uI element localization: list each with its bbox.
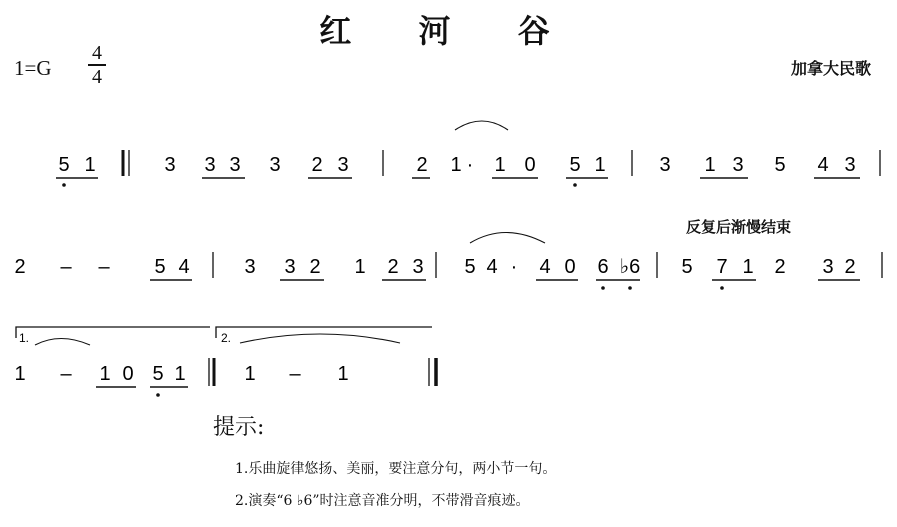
song-origin: 加拿大民歌 — [790, 59, 871, 78]
note-line-3: – — [60, 363, 72, 385]
note-line-3: 1 — [174, 363, 186, 385]
note-line-2: – — [98, 256, 110, 278]
note-line-2: ♭6 — [619, 256, 641, 278]
song-title: 红 河 谷 — [319, 12, 578, 50]
note-line-2: 3 — [284, 256, 296, 278]
note-line-1: 5 — [58, 154, 70, 176]
score-lines — [16, 121, 882, 386]
note-line-1: 3 — [204, 154, 216, 176]
note-line-2: 4 — [539, 256, 551, 278]
note-line-1: 2 — [311, 154, 323, 176]
note-line-2: 4 — [178, 256, 190, 278]
volta-bracket-1 — [16, 327, 210, 338]
slur — [35, 339, 90, 346]
note-line-1: 0 — [524, 154, 536, 176]
note-line-2: 7 — [716, 256, 728, 278]
note-line-2: 4 — [486, 256, 498, 278]
note-line-1: 1 — [594, 154, 606, 176]
note-line-2: 3 — [822, 256, 834, 278]
note-line-1: · — [466, 154, 474, 176]
note-line-1: 1 — [704, 154, 716, 176]
expression-mark: 反复后渐慢结束 — [686, 218, 792, 236]
slur — [240, 334, 400, 343]
note-line-2: 2 — [387, 256, 399, 278]
tip-item-2: 2.演奏“6 ♭6”时注意音准分明，不带滑音痕迹。 — [235, 493, 530, 509]
tips-heading: 提示: — [213, 415, 265, 440]
slur — [455, 121, 508, 130]
note-line-2: · — [510, 256, 518, 278]
note-line-3: – — [289, 363, 301, 385]
note-line-1: 3 — [659, 154, 671, 176]
note-line-2: 2 — [14, 256, 26, 278]
note-line-1: 3 — [269, 154, 281, 176]
note-line-1: 1 — [450, 154, 462, 176]
note-line-2: 1 — [354, 256, 366, 278]
note-line-2: 3 — [412, 256, 424, 278]
note-line-3: 0 — [122, 363, 134, 385]
volta-number-1: 1. — [18, 331, 30, 345]
note-line-1: 5 — [569, 154, 581, 176]
meter-top: 4 — [92, 42, 102, 64]
note-line-3: 1 — [337, 363, 349, 385]
octave-dot — [601, 286, 605, 290]
note-line-1: 4 — [817, 154, 829, 176]
octave-dot — [573, 183, 577, 187]
note-line-2: – — [60, 256, 72, 278]
note-line-2: 2 — [774, 256, 786, 278]
octave-dot — [720, 286, 724, 290]
note-line-2: 2 — [309, 256, 321, 278]
octave-dot — [628, 286, 632, 290]
note-line-1: 3 — [229, 154, 241, 176]
note-line-2: 1 — [742, 256, 754, 278]
note-line-2: 6 — [597, 256, 609, 278]
note-line-3: 1 — [99, 363, 111, 385]
note-line-3: 1 — [14, 363, 26, 385]
note-line-1: 3 — [337, 154, 349, 176]
note-line-2: 5 — [464, 256, 476, 278]
note-line-2: 5 — [681, 256, 693, 278]
note-line-1: 1 — [494, 154, 506, 176]
note-line-1: 2 — [416, 154, 428, 176]
note-line-3: 1 — [244, 363, 256, 385]
note-line-1: 3 — [732, 154, 744, 176]
volta-number-2: 2. — [220, 331, 232, 345]
note-line-1: 5 — [774, 154, 786, 176]
note-line-2: 0 — [564, 256, 576, 278]
slur — [470, 233, 545, 244]
key-signature: 1=G — [14, 56, 52, 80]
volta-bracket-2 — [216, 327, 432, 338]
note-line-1: 3 — [844, 154, 856, 176]
note-line-2: 2 — [844, 256, 856, 278]
note-line-2: 5 — [154, 256, 166, 278]
meter-bottom: 4 — [92, 65, 102, 88]
octave-dot — [156, 393, 160, 397]
note-line-2: 3 — [244, 256, 256, 278]
octave-dot — [62, 183, 66, 187]
note-line-1: 1 — [84, 154, 96, 176]
note-line-1: 3 — [164, 154, 176, 176]
note-line-3: 5 — [152, 363, 164, 385]
tip-item-1: 1.乐曲旋律悠扬、美丽，要注意分句，两小节一句。 — [235, 461, 557, 477]
